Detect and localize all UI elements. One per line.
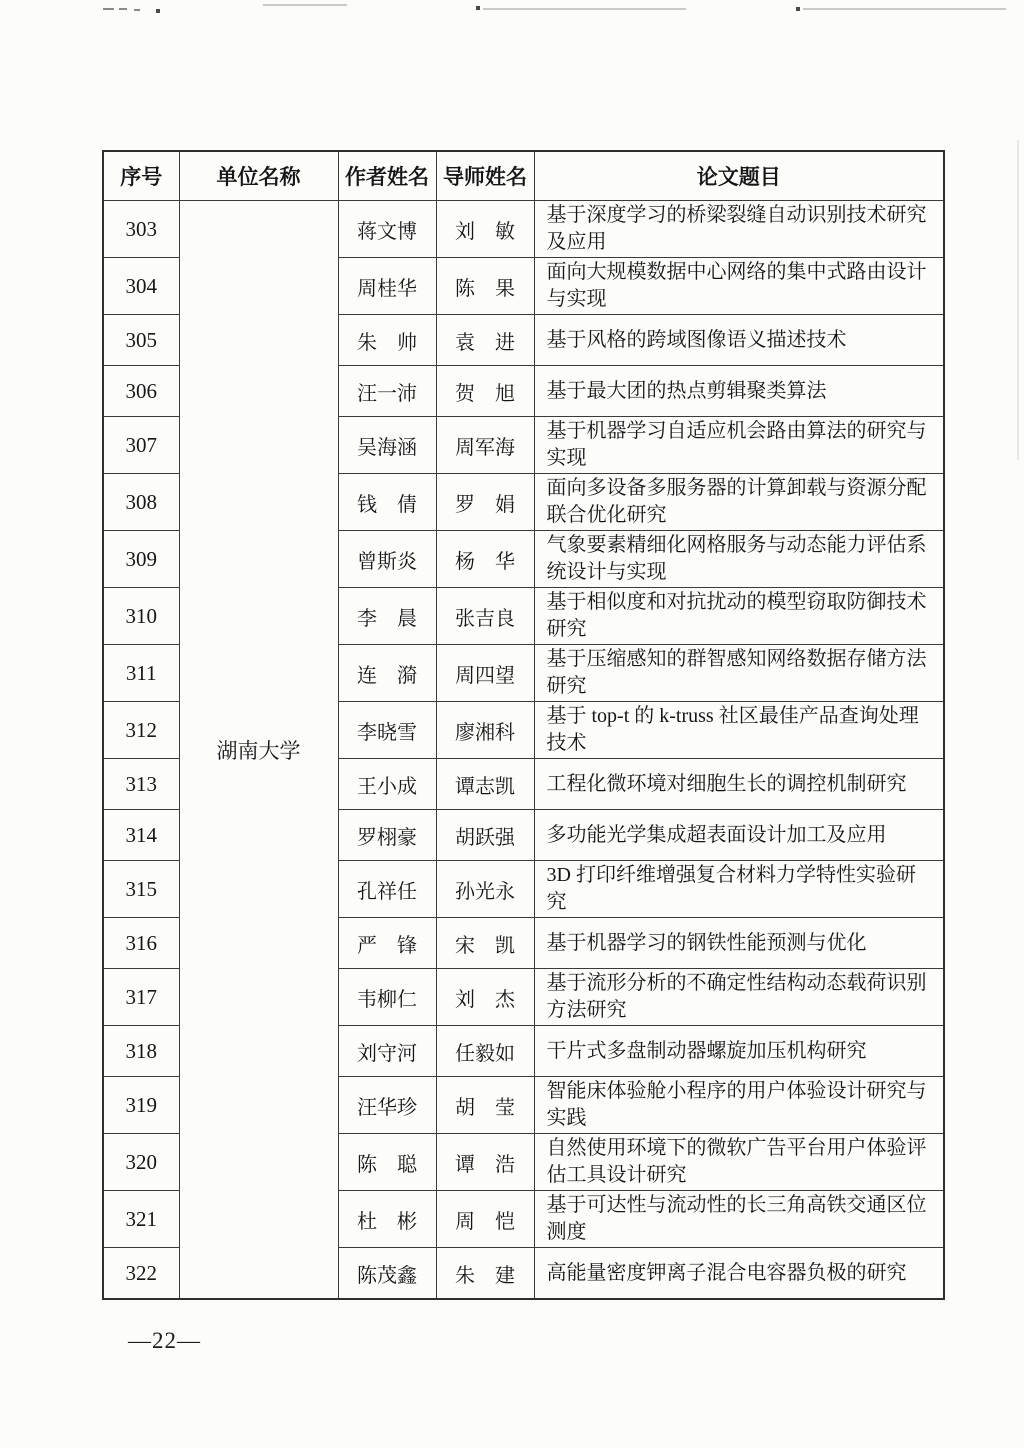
author-cell: 陈 聪 [338,1134,436,1191]
author-cell: 李晓雪 [338,702,436,759]
title-cell: 多功能光学集成超表面设计加工及应用 [534,810,944,861]
author-cell: 严 锋 [338,918,436,969]
advisor-cell: 周 恺 [436,1191,534,1248]
advisor-cell: 袁 进 [436,315,534,366]
title-cell: 干片式多盘制动器螺旋加压机构研究 [534,1026,944,1077]
header-institution: 单位名称 [179,151,338,201]
serial-cell: 321 [103,1191,179,1248]
author-cell: 周桂华 [338,258,436,315]
advisor-cell: 罗 娟 [436,474,534,531]
title-cell: 基于机器学习的钢铁性能预测与优化 [534,918,944,969]
advisor-cell: 周四望 [436,645,534,702]
author-cell: 吴海涵 [338,417,436,474]
title-cell: 基于流形分析的不确定性结构动态载荷识别方法研究 [534,969,944,1026]
thesis-table [102,150,945,1300]
serial-cell: 312 [103,702,179,759]
advisor-cell: 刘 杰 [436,969,534,1026]
author-cell: 汪华珍 [338,1077,436,1134]
author-cell: 汪一沛 [338,366,436,417]
serial-cell: 303 [103,201,179,258]
serial-cell: 310 [103,588,179,645]
header-thesis-title: 论文题目 [534,151,944,201]
author-cell: 蒋文博 [338,201,436,258]
author-cell: 曾斯炎 [338,531,436,588]
header-author: 作者姓名 [338,151,436,201]
title-cell: 基于风格的跨域图像语义描述技术 [534,315,944,366]
advisor-cell: 贺 旭 [436,366,534,417]
scan-artifact [803,8,1006,10]
institution-cell: 湖南大学 [179,201,338,1300]
header-serial: 序号 [103,151,179,201]
advisor-cell: 任毅如 [436,1026,534,1077]
scan-edge-streak [1017,140,1019,460]
author-cell: 王小成 [338,759,436,810]
serial-cell: 307 [103,417,179,474]
title-cell: 基于最大团的热点剪辑聚类算法 [534,366,944,417]
page-number: —22— [128,1328,201,1353]
advisor-cell: 杨 华 [436,531,534,588]
author-cell: 钱 倩 [338,474,436,531]
serial-cell: 316 [103,918,179,969]
advisor-cell: 谭 浩 [436,1134,534,1191]
scan-artifact [103,8,114,10]
scan-artifact [134,9,140,11]
scan-artifact [796,7,800,11]
serial-cell: 304 [103,258,179,315]
author-cell: 孔祥任 [338,861,436,918]
advisor-cell: 张吉良 [436,588,534,645]
advisor-cell: 刘 敏 [436,201,534,258]
title-cell: 基于 top-t 的 k-truss 社区最佳产品查询处理技术 [534,702,944,759]
serial-cell: 322 [103,1248,179,1300]
serial-cell: 315 [103,861,179,918]
advisor-cell: 胡跃强 [436,810,534,861]
advisor-cell: 陈 果 [436,258,534,315]
author-cell: 连 漪 [338,645,436,702]
scan-artifact [483,8,686,10]
title-cell: 气象要素精细化网格服务与动态能力评估系统设计与实现 [534,531,944,588]
scan-artifact [263,4,347,6]
author-cell: 李 晨 [338,588,436,645]
title-cell: 基于相似度和对抗扰动的模型窃取防御技术研究 [534,588,944,645]
title-cell: 3D 打印纤维增强复合材料力学特性实验研究 [534,861,944,918]
serial-cell: 308 [103,474,179,531]
serial-cell: 317 [103,969,179,1026]
author-cell: 陈茂鑫 [338,1248,436,1300]
advisor-cell: 周军海 [436,417,534,474]
advisor-cell: 宋 凯 [436,918,534,969]
title-cell: 高能量密度钾离子混合电容器负极的研究 [534,1248,944,1300]
advisor-cell: 孙光永 [436,861,534,918]
author-cell: 朱 帅 [338,315,436,366]
scan-artifact [476,6,480,10]
title-cell: 基于机器学习自适应机会路由算法的研究与实现 [534,417,944,474]
title-cell: 基于可达性与流动性的长三角高铁交通区位测度 [534,1191,944,1248]
header-advisor: 导师姓名 [436,151,534,201]
serial-cell: 314 [103,810,179,861]
title-cell: 自然使用环境下的微软广告平台用户体验评估工具设计研究 [534,1134,944,1191]
advisor-cell: 胡 莹 [436,1077,534,1134]
serial-cell: 320 [103,1134,179,1191]
serial-cell: 311 [103,645,179,702]
advisor-cell: 朱 建 [436,1248,534,1300]
author-cell: 杜 彬 [338,1191,436,1248]
author-cell: 韦柳仁 [338,969,436,1026]
table-body [103,201,944,1300]
title-cell: 基于压缩感知的群智感知网络数据存储方法研究 [534,645,944,702]
serial-cell: 309 [103,531,179,588]
serial-cell: 313 [103,759,179,810]
title-cell: 面向大规模数据中心网络的集中式路由设计与实现 [534,258,944,315]
scan-artifact [119,8,127,10]
table-header-row [103,151,944,201]
author-cell: 刘守河 [338,1026,436,1077]
title-cell: 工程化微环境对细胞生长的调控机制研究 [534,759,944,810]
serial-cell: 318 [103,1026,179,1077]
serial-cell: 319 [103,1077,179,1134]
table-row [103,201,944,258]
scan-artifact [156,9,160,13]
title-cell: 基于深度学习的桥梁裂缝自动识别技术研究及应用 [534,201,944,258]
title-cell: 面向多设备多服务器的计算卸载与资源分配联合优化研究 [534,474,944,531]
serial-cell: 306 [103,366,179,417]
advisor-cell: 廖湘科 [436,702,534,759]
author-cell: 罗栩豪 [338,810,436,861]
serial-cell: 305 [103,315,179,366]
title-cell: 智能床体验舱小程序的用户体验设计研究与实践 [534,1077,944,1134]
advisor-cell: 谭志凯 [436,759,534,810]
